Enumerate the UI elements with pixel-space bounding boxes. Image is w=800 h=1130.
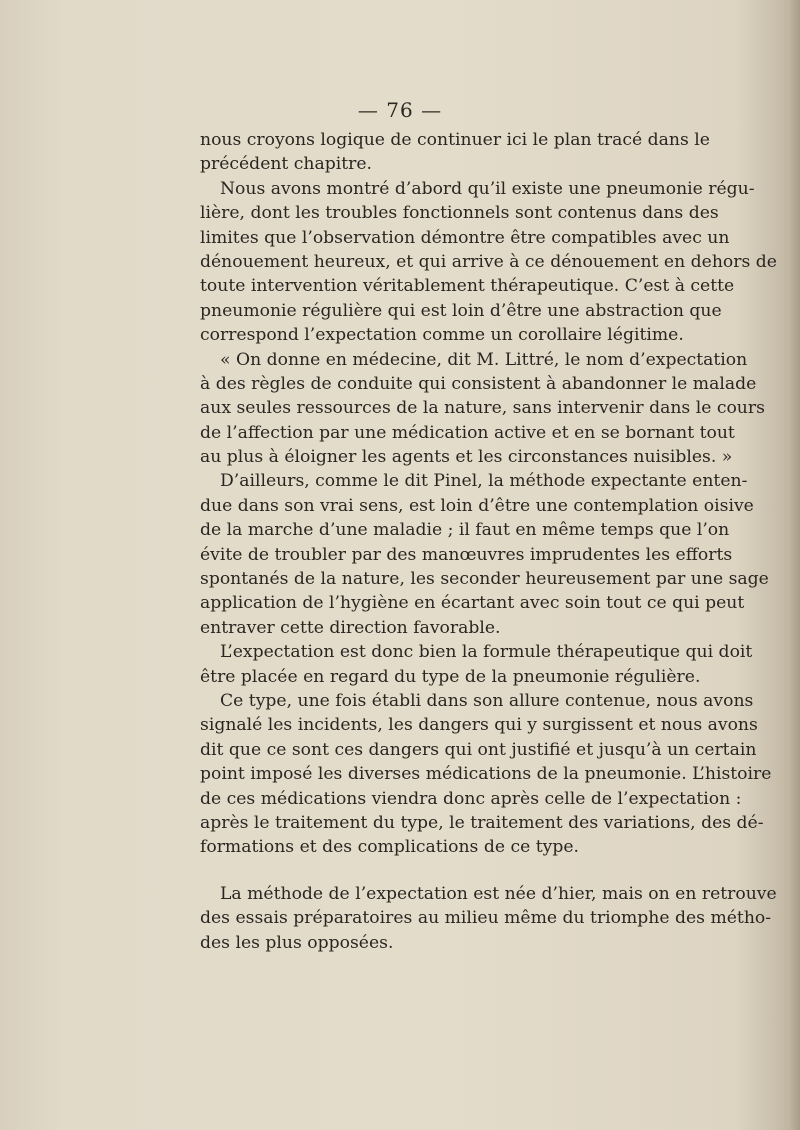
- text-line: évite de troubler par des manœuvres imprudentes les efforts: [200, 544, 733, 565]
- text-line: de l’affection par une médication active et en se bornant tout: [200, 422, 735, 443]
- text-line: entraver cette direction favorable.: [200, 617, 501, 638]
- text-line: Nous avons montré d’abord qu’il existe une pneumonie régu-: [220, 178, 755, 199]
- text-line: au plus à éloigner les agents et les circonstances nuisibles. »: [200, 447, 733, 468]
- text-line: aux seules ressources de la nature, sans intervenir dans le cours: [200, 398, 765, 419]
- text-line: de ces médications viendra donc après celle de l’expectation :: [200, 788, 742, 809]
- text-line: formations et des complications de ce type.: [200, 837, 579, 858]
- text-line: application de l’hygiène en écartant avec soin tout ce qui peut: [200, 593, 745, 614]
- text-line: pneumonie régulière qui est loin d’être une abstraction que: [200, 300, 722, 321]
- text-line: des les plus opposées.: [200, 932, 394, 953]
- text-line: après le traitement du type, le traitement des variations, des dé-: [200, 812, 764, 833]
- text-line: précédent chapitre.: [200, 154, 373, 175]
- text-line: limites que l’observation démontre être compatibles avec un: [200, 227, 730, 248]
- body-text: [200, 128, 777, 955]
- text-line: Ce type, une fois établi dans son allure contenue, nous avons: [220, 690, 754, 711]
- text-line: être placée en regard du type de la pneumonie régulière.: [200, 666, 701, 687]
- text-line: signalé les incidents, les dangers qui y surgissent et nous avons: [200, 715, 758, 736]
- text-line: à des règles de conduite qui consistent à abandonner le malade: [200, 373, 757, 394]
- text-line: des essais préparatoires au milieu même du triomphe des métho-: [200, 908, 772, 929]
- text-line: spontanés de la nature, les seconder heureusement par une sage: [200, 569, 769, 590]
- text-line: nous croyons logique de continuer ici le plan tracé dans le: [200, 130, 710, 150]
- text-line: lière, dont les troubles fonctionnels sont contenus dans des: [200, 203, 719, 224]
- page-edge: [790, 0, 800, 1130]
- text-line: L’expectation est donc bien la formule thérapeutique qui doit: [220, 642, 753, 663]
- text-line: point imposé les diverses médications de la pneumonie. L’histoire: [200, 764, 772, 785]
- text-line: dit que ce sont ces dangers qui ont justifié et jusqu’à un certain: [200, 739, 757, 760]
- text-line: dénouement heureux, et qui arrive à ce dénouement en dehors de: [200, 251, 777, 272]
- text-line: due dans son vrai sens, est loin d’être une contemplation oisive: [200, 495, 754, 516]
- text-line: « On donne en médecine, dit M. Littré, le nom d’expectation: [220, 349, 748, 370]
- page-number: — 76 —: [357, 98, 443, 122]
- text-line: toute intervention véritablement thérapeutique. C’est à cette: [200, 276, 735, 297]
- text-line: de la marche d’une maladie ; il faut en même temps que l’on: [200, 520, 730, 541]
- text-line: D’ailleurs, comme le dit Pinel, la méthode expectante enten-: [220, 471, 748, 492]
- text-line: correspond l’expectation comme un corollaire légitime.: [200, 325, 684, 346]
- paragraph-gap: [200, 860, 706, 882]
- text-line: La méthode de l’expectation est née d’hier, mais on en retrouve: [220, 883, 777, 904]
